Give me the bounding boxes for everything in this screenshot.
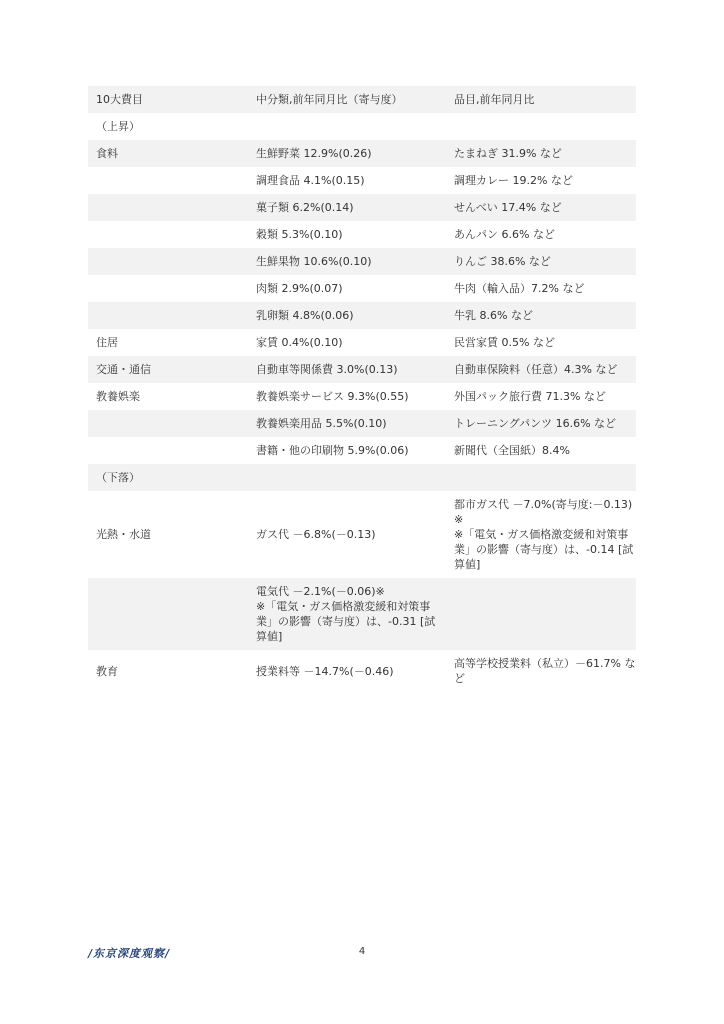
row-subcategory-cell: 乳卵類 4.8%(0.06): [248, 302, 446, 329]
row-category-cell: 光熱・水道: [88, 491, 248, 578]
row-item-cell: [446, 578, 636, 650]
row-subcategory-cell: 生鮮果物 10.6%(0.10): [248, 248, 446, 275]
table-row: [88, 491, 636, 578]
row-subcategory-cell: 家賃 0.4%(0.10): [248, 329, 446, 356]
row-subcategory-cell: 書籍・他の印刷物 5.9%(0.06): [248, 437, 446, 464]
row-subcategory-cell: 調理食品 4.1%(0.15): [248, 167, 446, 194]
row-category-cell: （下落）: [88, 464, 248, 491]
row-category-cell: （上昇）: [88, 113, 248, 140]
table-row: [88, 383, 636, 410]
row-item-cell: せんべい 17.4% など: [446, 194, 636, 221]
row-item-cell: [446, 464, 636, 491]
table-row: [88, 221, 636, 248]
table-row: [88, 167, 636, 194]
row-subcategory-cell: 電気代 －2.1%(－0.06)※ ※「電気・ガス価格激変緩和対策事業」の影響（寄与度）は、-0.31 [試算値]: [248, 578, 446, 650]
row-item-cell: 牛乳 8.6% など: [446, 302, 636, 329]
row-item-cell: 新聞代（全国紙）8.4%: [446, 437, 636, 464]
row-subcategory-cell: 肉類 2.9%(0.07): [248, 275, 446, 302]
row-category-cell: [88, 275, 248, 302]
row-category-cell: [88, 437, 248, 464]
row-item-cell: 都市ガス代 －7.0%(寄与度:－0.13) ※ ※「電気・ガス価格激変緩和対策事業」の影響（寄与度）は、-0.14 [試算値]: [446, 491, 636, 578]
row-subcategory-cell: 菓子類 6.2%(0.14): [248, 194, 446, 221]
row-item-cell: 高等学校授業料（私立）－61.7% など: [446, 650, 636, 692]
row-category-cell: 交通・通信: [88, 356, 248, 383]
row-item-cell: あんパン 6.6% など: [446, 221, 636, 248]
row-subcategory-cell: 教養娯楽サービス 9.3%(0.55): [248, 383, 446, 410]
row-subcategory-cell: [248, 113, 446, 140]
table-row: [88, 650, 636, 692]
row-category-cell: [88, 167, 248, 194]
row-subcategory-cell: 教養娯楽用品 5.5%(0.10): [248, 410, 446, 437]
table-body: [88, 86, 636, 692]
table-row: [88, 248, 636, 275]
row-category-cell: [88, 410, 248, 437]
table-row: [88, 194, 636, 221]
row-subcategory-cell: 自動車等関係費 3.0%(0.13): [248, 356, 446, 383]
header-subcategory: 中分類,前年同月比（寄与度）: [248, 86, 446, 113]
table-row: [88, 578, 636, 650]
header-category: 10大費目: [88, 86, 248, 113]
row-subcategory-cell: [248, 464, 446, 491]
table-row: [88, 140, 636, 167]
row-category-cell: 住居: [88, 329, 248, 356]
row-category-cell: [88, 578, 248, 650]
row-item-cell: [446, 113, 636, 140]
row-item-cell: 調理カレー 19.2% など: [446, 167, 636, 194]
row-item-cell: 民営家賃 0.5% など: [446, 329, 636, 356]
row-item-cell: たまねぎ 31.9% など: [446, 140, 636, 167]
row-category-cell: [88, 221, 248, 248]
table-row: [88, 329, 636, 356]
row-category-cell: [88, 302, 248, 329]
footer-brand: /东京深度观察/: [88, 947, 171, 960]
row-item-cell: 自動車保険料（任意）4.3% など: [446, 356, 636, 383]
page-number: 4: [358, 946, 366, 957]
row-subcategory-cell: ガス代 －6.8%(－0.13): [248, 491, 446, 578]
table-row: [88, 410, 636, 437]
table-section-row: [88, 113, 636, 140]
row-item-cell: 牛肉（輸入品）7.2% など: [446, 275, 636, 302]
row-item-cell: トレーニングパンツ 16.6% など: [446, 410, 636, 437]
row-subcategory-cell: 生鮮野菜 12.9%(0.26): [248, 140, 446, 167]
row-category-cell: 教養娯楽: [88, 383, 248, 410]
row-subcategory-cell: 授業料等 －14.7%(－0.46): [248, 650, 446, 692]
table-row: [88, 437, 636, 464]
row-subcategory-cell: 穀類 5.3%(0.10): [248, 221, 446, 248]
table-row: [88, 275, 636, 302]
row-category-cell: 教育: [88, 650, 248, 692]
table-row: [88, 302, 636, 329]
cpi-contribution-table: [88, 86, 636, 692]
header-item: 品目,前年同月比: [446, 86, 636, 113]
row-category-cell: 食料: [88, 140, 248, 167]
row-category-cell: [88, 194, 248, 221]
table-section-row: [88, 464, 636, 491]
row-item-cell: りんご 38.6% など: [446, 248, 636, 275]
table-header-row: [88, 86, 636, 113]
row-item-cell: 外国パック旅行費 71.3% など: [446, 383, 636, 410]
table-row: [88, 356, 636, 383]
row-category-cell: [88, 248, 248, 275]
